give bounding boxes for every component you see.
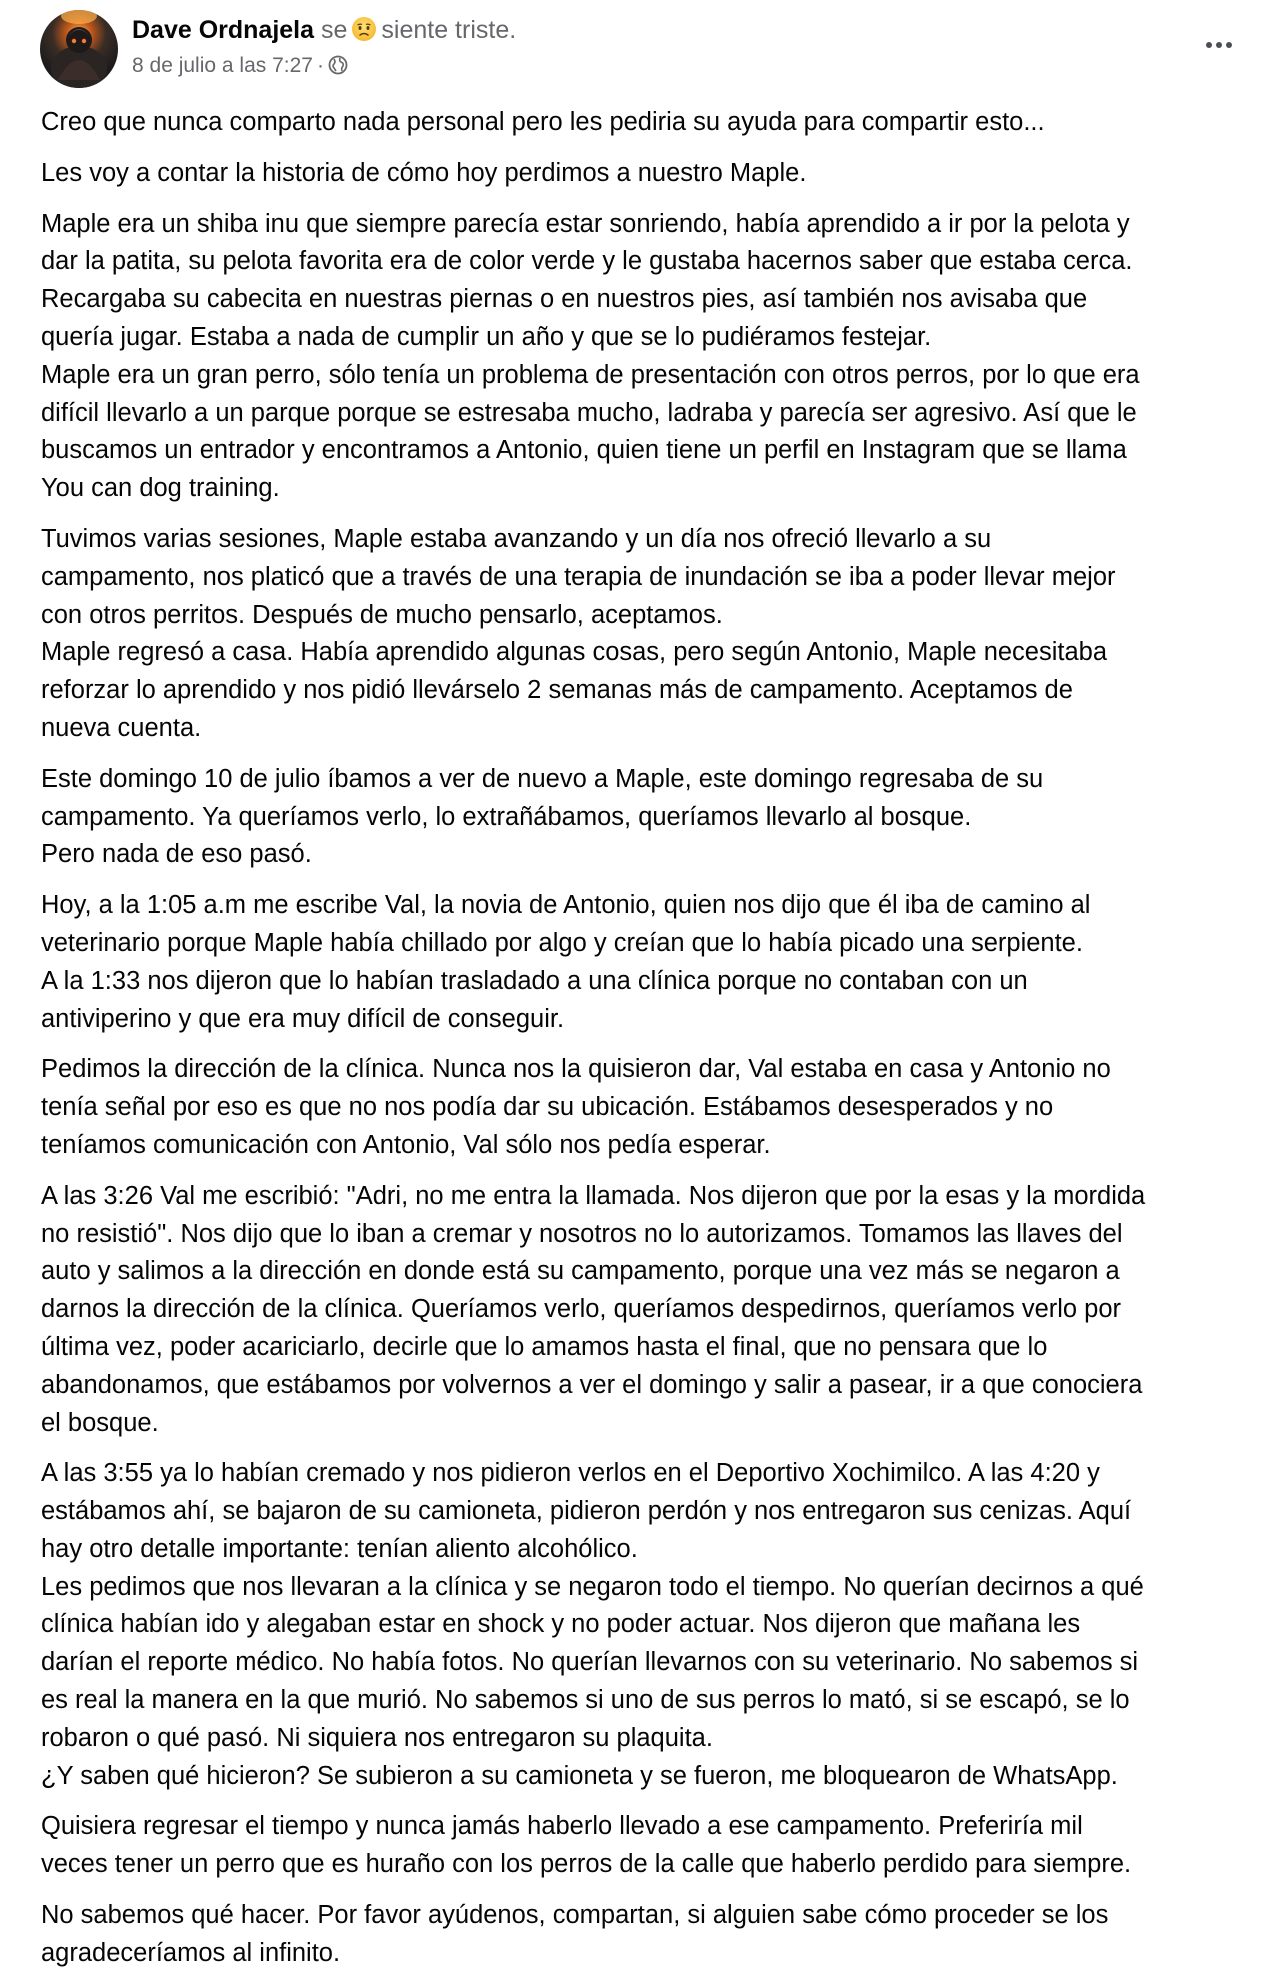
post-paragraph <box>41 1178 1256 1443</box>
post-text-line: campamento. Ya queríamos verlo, lo extrañábamos, queríamos llevarlo al bosque. <box>41 802 972 831</box>
post-text-line: campamento, nos platicó que a través de una terapia de inundación se iba a poder llevar mejor <box>41 562 1116 591</box>
post-text-line: darían el reporte médico. No había fotos. No querían llevarnos con su veterinario. No sabemos si <box>41 1648 1139 1677</box>
post-text-line: última vez, poder acariciarlo, decirle que lo amamos hasta el final, que no pensara que lo <box>41 1332 1048 1361</box>
post-text-line: abandonamos, que estábamos por volvernos a ver el domingo y salir a pasear, ir a que conociera <box>41 1370 1143 1399</box>
post-text-line: A las 3:55 ya lo habían cremado y nos pidieron verlos en el Deportivo Xochimilco. A las 4:20 y <box>41 1459 1100 1488</box>
post-paragraph <box>41 887 1256 1038</box>
post-text-line: difícil llevarlo a un parque porque se estresaba mucho, ladraba y parecía ser agresivo. Así que le <box>41 398 1137 427</box>
post-text-line: veces tener un perro que es huraño con los perros de la calle que haberlo perdido para siempre. <box>41 1850 1132 1879</box>
author-line <box>132 14 516 46</box>
post-text-line: estábamos ahí, se bajaron de su camioneta, pidieron perdón y nos entregaron sus cenizas. Aquí <box>41 1497 1132 1526</box>
post-paragraph <box>41 1455 1256 1795</box>
post-text-line: con otros perritos. Después de mucho pensarlo, aceptamos. <box>41 600 723 629</box>
post-text-line: nueva cuenta. <box>41 713 202 742</box>
post-text-line: quería jugar. Estaba a nada de cumplir un año y que se lo pudiéramos festejar. <box>41 322 932 351</box>
avatar[interactable] <box>40 10 118 88</box>
sad-face-icon <box>351 16 377 42</box>
more-dot <box>1206 42 1212 48</box>
post-text-line: Pedimos la dirección de la clínica. Nunca nos la quisieron dar, Val estaba en casa y Antonio no <box>41 1055 1111 1084</box>
post-text-line: Pero nada de eso pasó. <box>41 840 312 869</box>
post-text-line: You can dog training. <box>41 474 280 503</box>
more-dot <box>1216 42 1222 48</box>
post-text-line: No sabemos qué hacer. Por favor ayúdenos, compartan, si alguien sabe cómo proceder se los <box>41 1901 1109 1930</box>
post-text-line: Les pedimos que nos llevaran a la clínica y se negaron todo el tiempo. No querían decirnos a qué <box>41 1572 1144 1601</box>
post-meta <box>132 52 348 80</box>
post-text-line: ¿Y saben qué hicieron? Se subieron a su camioneta y se fueron, me bloquearon de WhatsApp. <box>41 1761 1118 1790</box>
post-paragraph <box>41 206 1256 508</box>
post-text-line: Quisiera regresar el tiempo y nunca jamás haberlo llevado a ese campamento. Preferiría mil <box>41 1812 1083 1841</box>
post-text-line: agradeceríamos al infinito. <box>41 1938 341 1967</box>
post-paragraph <box>41 155 1256 193</box>
post-paragraph <box>41 1051 1256 1164</box>
more-dot <box>1226 42 1232 48</box>
post-text-line: el bosque. <box>41 1408 159 1437</box>
post-text-line: buscamos un entrador y encontramos a Antonio, quien tiene un perfil en Instagram que se llama <box>41 436 1127 465</box>
post-text-line: Les voy a contar la historia de cómo hoy perdimos a nuestro Maple. <box>41 158 807 187</box>
post-text-line: no resistió". Nos dijo que lo iban a cremar y nosotros no lo autorizamos. Tomamos las llaves del <box>41 1219 1123 1248</box>
globe-icon[interactable] <box>328 55 348 75</box>
more-options-icon[interactable] <box>1196 28 1242 62</box>
post-text-line: Hoy, a la 1:05 a.m me escribe Val, la novia de Antonio, quien nos dijo que él iba de camino al <box>41 891 1091 920</box>
post-text-line: Maple era un shiba inu que siempre parecía estar sonriendo, había aprendido a ir por la pelota y <box>41 209 1130 238</box>
post-text-line: Maple regresó a casa. Había aprendido algunas cosas, pero según Antonio, Maple necesitaba <box>41 638 1108 667</box>
post-text-line: teníamos comunicación con Antonio, Val sólo nos pedía esperar. <box>41 1130 771 1159</box>
meta-separator: · <box>316 54 324 77</box>
author-name[interactable]: Dave Ordnajela <box>132 16 315 44</box>
post-timestamp[interactable]: 8 de julio a las 7:27 <box>132 54 313 77</box>
post-paragraph <box>41 104 1256 142</box>
post-text-line: A las 3:26 Val me escribió: "Adri, no me entra la llamada. Nos dijeron que por la esas y la mordida <box>41 1181 1146 1210</box>
feeling-prefix: se <box>320 16 348 44</box>
post-text-line: antiviperino y que era muy difícil de conseguir. <box>41 1004 565 1033</box>
post-text-line: tenía señal por eso es que no nos podía dar su ubicación. Estábamos desesperados y no <box>41 1093 1054 1122</box>
post-text-line: A la 1:33 nos dijeron que lo habían trasladado a una clínica porque no contaban con un <box>41 966 1028 995</box>
post-text-line: Tuvimos varias sesiones, Maple estaba avanzando y un día nos ofreció llevarlo a su <box>41 524 992 553</box>
post-text-line: Este domingo 10 de julio íbamos a ver de nuevo a Maple, este domingo regresaba de su <box>41 764 1044 793</box>
post-text-line: Recargaba su cabecita en nuestras piernas o en nuestros pies, así también nos avisaba que <box>41 285 1088 314</box>
post-text-line: darnos la dirección de la clínica. Queríamos verlo, queríamos despedirnos, queríamos verlo por <box>41 1295 1122 1324</box>
post-text-line: veterinario porque Maple había chillado por algo y creían que lo había picado una serpiente. <box>41 928 1083 957</box>
post-text-line: robaron o qué pasó. Ni siquiera nos entregaron su plaquita. <box>41 1723 713 1752</box>
feeling-text: siente triste. <box>381 16 517 44</box>
post-text-line: dar la patita, su pelota favorita era de color verde y le gustaba hacernos saber que estaba cerca. <box>41 247 1133 276</box>
post-paragraph <box>41 1808 1256 1884</box>
post-paragraph <box>41 761 1256 874</box>
post-text-line: hay otro detalle importante: tenían aliento alcohólico. <box>41 1534 638 1563</box>
post-text-line: auto y salimos a la dirección en donde está su campamento, porque una vez más se negaron a <box>41 1257 1120 1286</box>
post-text-line: Maple era un gran perro, sólo tenía un problema de presentación con otros perros, por lo que era <box>41 360 1140 389</box>
post-paragraph <box>41 521 1256 748</box>
post-text <box>41 104 1256 1984</box>
post-text-line: reforzar lo aprendido y nos pidió llevárselo 2 semanas más de campamento. Aceptamos de <box>41 676 1073 705</box>
post-text-line: es real la manera en la que murió. No sabemos si uno de sus perros lo mató, si se escapó, se lo <box>41 1686 1130 1715</box>
post-header <box>0 0 1280 100</box>
post-text-line: clínica habían ido y alegaban estar en shock y no poder actuar. Nos dijeron que mañana les <box>41 1610 1081 1639</box>
post-text-line: Creo que nunca comparto nada personal pero les pediria su ayuda para compartir esto... <box>41 108 1045 136</box>
post-paragraph <box>41 1897 1256 1973</box>
